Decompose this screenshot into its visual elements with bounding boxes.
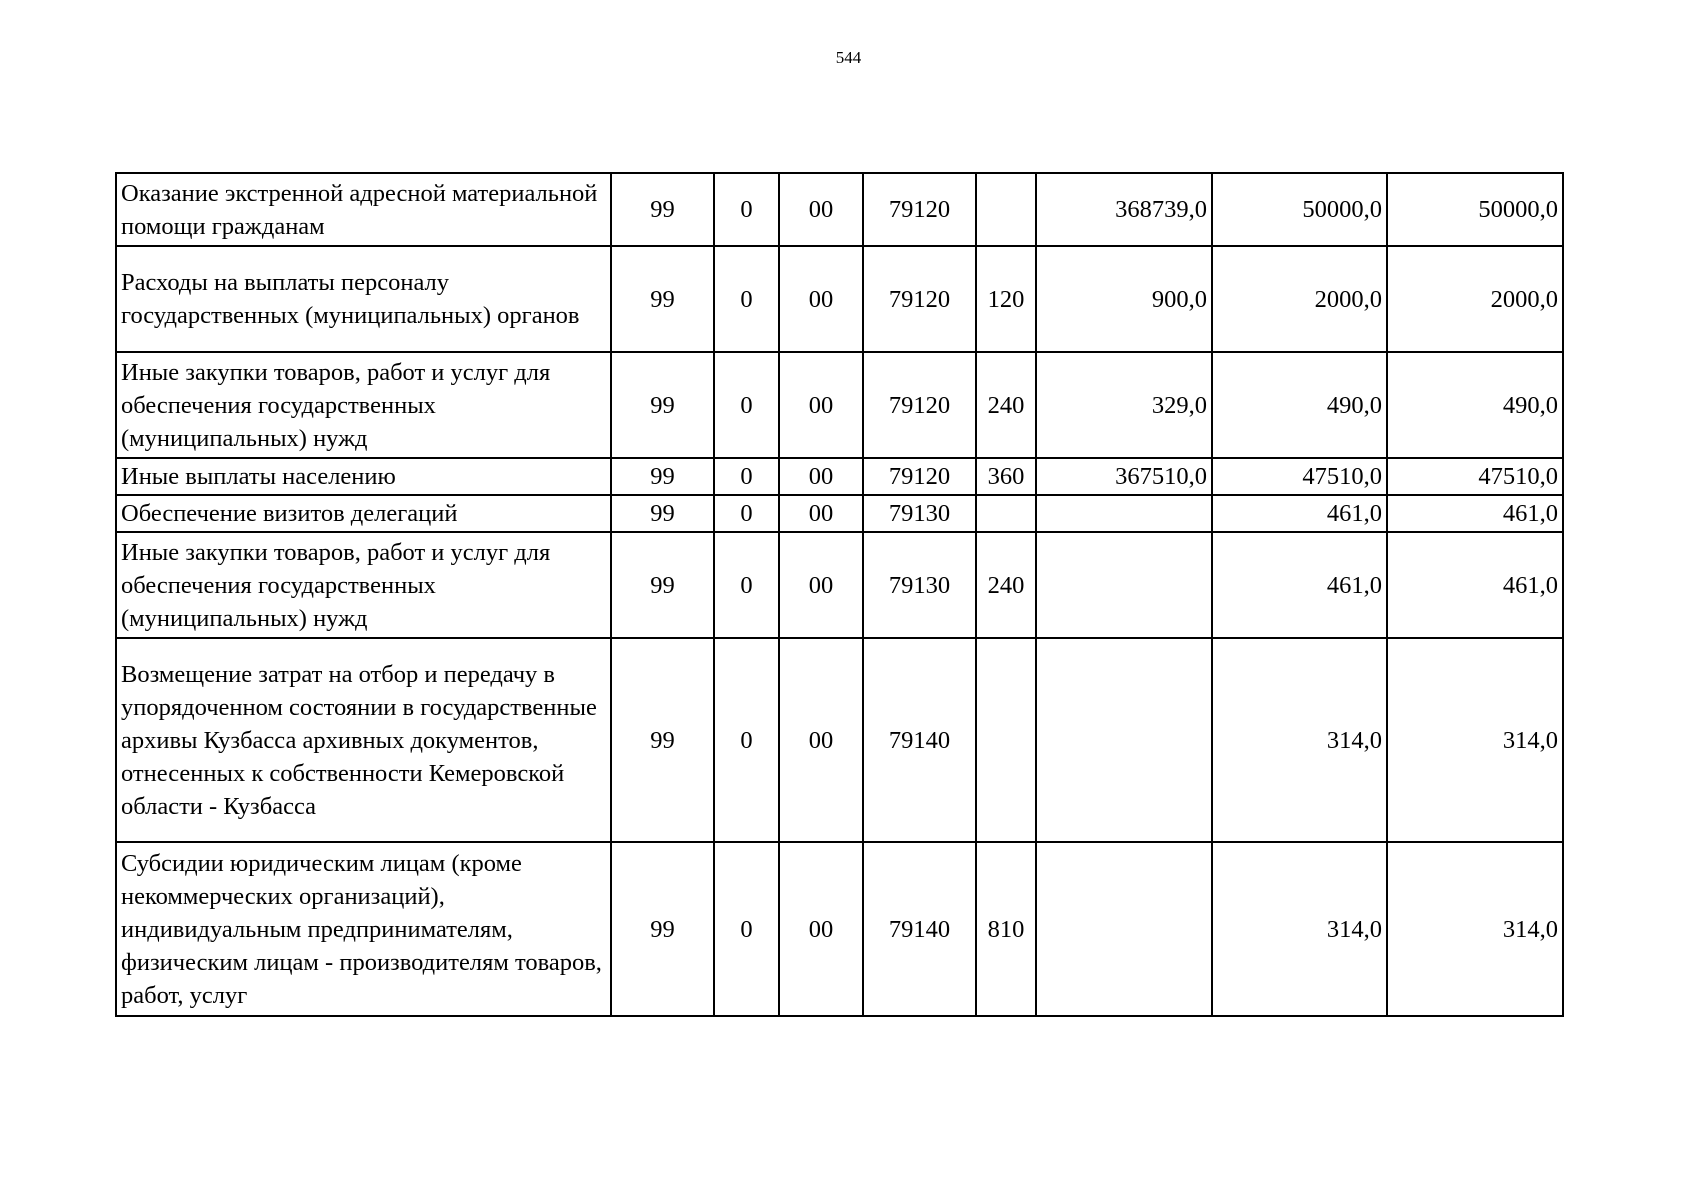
expense-type-code: 240	[976, 532, 1036, 638]
amount-1: 368739,0	[1036, 173, 1212, 246]
expense-type-code: 120	[976, 246, 1036, 352]
amount-3: 50000,0	[1387, 173, 1563, 246]
amount-2: 314,0	[1212, 638, 1387, 842]
page-number: 544	[835, 48, 862, 67]
subprogram-code: 0	[714, 458, 779, 495]
direction-code: 00	[779, 173, 863, 246]
amount-1	[1036, 842, 1212, 1016]
amount-1: 329,0	[1036, 352, 1212, 458]
row-name: Возмещение затрат на отбор и передачу в упорядоченном состоянии в государственные архивы Кузбасса архивных документов, отнесенных к собственности Кемеровской области - Кузбасса	[116, 638, 611, 842]
table-row	[116, 842, 1563, 1016]
program-code: 99	[611, 495, 714, 532]
amount-2: 461,0	[1212, 532, 1387, 638]
amount-2: 461,0	[1212, 495, 1387, 532]
expense-type-code: 240	[976, 352, 1036, 458]
budget-table	[115, 172, 1564, 1017]
amount-3: 314,0	[1387, 842, 1563, 1016]
direction-code: 00	[779, 842, 863, 1016]
program-code: 99	[611, 458, 714, 495]
amount-3: 314,0	[1387, 638, 1563, 842]
item-code: 79130	[863, 495, 976, 532]
table-row	[116, 532, 1563, 638]
table-row	[116, 246, 1563, 352]
subprogram-code: 0	[714, 532, 779, 638]
amount-3: 490,0	[1387, 352, 1563, 458]
direction-code: 00	[779, 532, 863, 638]
program-code: 99	[611, 532, 714, 638]
amount-1: 900,0	[1036, 246, 1212, 352]
item-code: 79130	[863, 532, 976, 638]
amount-1	[1036, 532, 1212, 638]
subprogram-code: 0	[714, 246, 779, 352]
expense-type-code: 810	[976, 842, 1036, 1016]
item-code: 79140	[863, 842, 976, 1016]
direction-code: 00	[779, 638, 863, 842]
row-name: Расходы на выплаты персоналу государственных (муниципальных) органов	[116, 246, 611, 352]
subprogram-code: 0	[714, 352, 779, 458]
amount-2: 50000,0	[1212, 173, 1387, 246]
subprogram-code: 0	[714, 638, 779, 842]
program-code: 99	[611, 638, 714, 842]
amount-3: 461,0	[1387, 495, 1563, 532]
amount-3: 47510,0	[1387, 458, 1563, 495]
direction-code: 00	[779, 495, 863, 532]
program-code: 99	[611, 842, 714, 1016]
subprogram-code: 0	[714, 173, 779, 246]
row-name: Иные выплаты населению	[116, 458, 611, 495]
amount-1: 367510,0	[1036, 458, 1212, 495]
amount-1	[1036, 638, 1212, 842]
program-code: 99	[611, 246, 714, 352]
item-code: 79120	[863, 352, 976, 458]
item-code: 79140	[863, 638, 976, 842]
amount-3: 461,0	[1387, 532, 1563, 638]
expense-type-code	[976, 173, 1036, 246]
row-name: Субсидии юридическим лицам (кроме некоммерческих организаций), индивидуальным предпринимателям, физическим лицам - производителям товаров, работ, услуг	[116, 842, 611, 1016]
table-row	[116, 173, 1563, 246]
expense-type-code	[976, 638, 1036, 842]
amount-1	[1036, 495, 1212, 532]
item-code: 79120	[863, 173, 976, 246]
table-row	[116, 352, 1563, 458]
amount-2: 490,0	[1212, 352, 1387, 458]
item-code: 79120	[863, 458, 976, 495]
amount-2: 2000,0	[1212, 246, 1387, 352]
row-name: Обеспечение визитов делегаций	[116, 495, 611, 532]
amount-3: 2000,0	[1387, 246, 1563, 352]
subprogram-code: 0	[714, 842, 779, 1016]
table-row	[116, 458, 1563, 495]
amount-2: 314,0	[1212, 842, 1387, 1016]
direction-code: 00	[779, 246, 863, 352]
direction-code: 00	[779, 458, 863, 495]
row-name: Оказание экстренной адресной материальной помощи гражданам	[116, 173, 611, 246]
amount-2: 47510,0	[1212, 458, 1387, 495]
row-name: Иные закупки товаров, работ и услуг для обеспечения государственных (муниципальных) нужд	[116, 352, 611, 458]
item-code: 79120	[863, 246, 976, 352]
subprogram-code: 0	[714, 495, 779, 532]
program-code: 99	[611, 352, 714, 458]
row-name: Иные закупки товаров, работ и услуг для обеспечения государственных (муниципальных) нужд	[116, 532, 611, 638]
direction-code: 00	[779, 352, 863, 458]
expense-type-code	[976, 495, 1036, 532]
table-row	[116, 638, 1563, 842]
program-code: 99	[611, 173, 714, 246]
expense-type-code: 360	[976, 458, 1036, 495]
table-row	[116, 495, 1563, 532]
